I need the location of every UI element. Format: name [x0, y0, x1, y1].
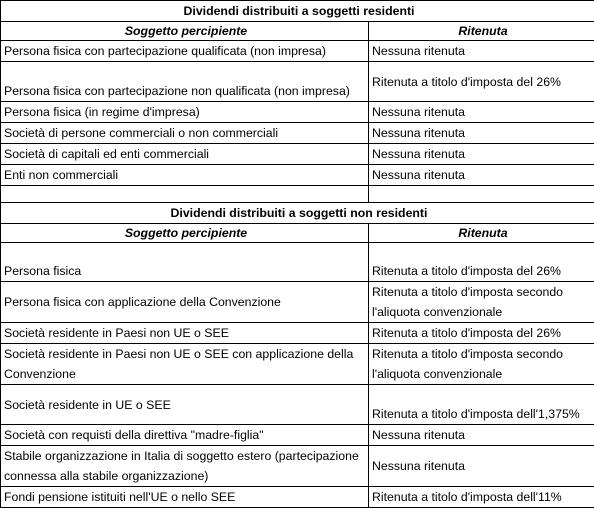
- non-residents-title-row: [1, 203, 594, 224]
- residents-cell-subject[interactable]: Enti non commerciali: [1, 165, 369, 186]
- non-residents-cell-subject[interactable]: Persona fisica con applicazione della Convenzione: [1, 282, 369, 323]
- table-row: [1, 323, 594, 344]
- non-residents-cell-subject[interactable]: Società residente in UE o SEE: [1, 385, 369, 425]
- residents-cell-withholding[interactable]: Nessuna ritenuta: [369, 144, 594, 165]
- non-residents-cell-withholding[interactable]: Ritenuta a titolo d'imposta del 26%: [369, 323, 594, 344]
- non-residents-cell-subject[interactable]: Società con requisti della direttiva "madre-figlia": [1, 425, 369, 446]
- non-residents-title[interactable]: Dividendi distribuiti a soggetti non residenti: [1, 203, 594, 224]
- residents-cell-withholding[interactable]: Nessuna ritenuta: [369, 123, 594, 144]
- residents-title-row: [1, 1, 594, 22]
- table-row: [1, 385, 594, 425]
- non-residents-cell-subject[interactable]: Persona fisica: [1, 243, 369, 282]
- table-row: [1, 243, 594, 282]
- non-residents-cell-withholding[interactable]: Nessuna ritenuta: [369, 446, 594, 487]
- residents-cell-withholding[interactable]: Nessuna ritenuta: [369, 102, 594, 123]
- residents-cell-subject[interactable]: Società di persone commerciali o non commerciali: [1, 123, 369, 144]
- table-row: [1, 123, 594, 144]
- non-residents-cell-subject[interactable]: Stabile organizzazione in Italia di soggetto estero (partecipazione connessa alla stabile organizzazione): [1, 446, 369, 487]
- residents-cell-withholding[interactable]: Nessuna ritenuta: [369, 41, 594, 62]
- table-row: [1, 282, 594, 323]
- non-residents-cell-withholding[interactable]: Ritenuta a titolo d'imposta dell'1,375%: [369, 385, 594, 425]
- non-residents-cell-withholding[interactable]: Ritenuta a titolo d'imposta dell'11%: [369, 487, 594, 508]
- empty-cell[interactable]: [369, 186, 594, 203]
- empty-row: [1, 186, 594, 203]
- table-row: [1, 144, 594, 165]
- residents-cell-subject[interactable]: Persona fisica con partecipazione non qualificata (non impresa): [1, 62, 369, 102]
- table-row: [1, 62, 594, 102]
- table-row: [1, 102, 594, 123]
- non-residents-cell-subject[interactable]: Fondi pensione istituiti nell'UE o nello SEE: [1, 487, 369, 508]
- table-row: [1, 487, 594, 508]
- residents-cell-subject[interactable]: Persona fisica con partecipazione qualificata (non impresa): [1, 41, 369, 62]
- non-residents-cell-withholding[interactable]: Ritenuta a titolo d'imposta secondo l'aliquota convenzionale: [369, 344, 594, 385]
- residents-header-subject[interactable]: Soggetto percipiente: [1, 22, 369, 41]
- non-residents-header-subject[interactable]: Soggetto percipiente: [1, 224, 369, 243]
- table-row: [1, 425, 594, 446]
- non-residents-header-withholding[interactable]: Ritenuta: [369, 224, 594, 243]
- non-residents-cell-subject[interactable]: Società residente in Paesi non UE o SEE con applicazione della Convenzione: [1, 344, 369, 385]
- table-row: [1, 41, 594, 62]
- non-residents-cell-withholding[interactable]: Ritenuta a titolo d'imposta secondo l'aliquota convenzionale: [369, 282, 594, 323]
- non-residents-cell-subject[interactable]: Società residente in Paesi non UE o SEE: [1, 323, 369, 344]
- residents-header-withholding[interactable]: Ritenuta: [369, 22, 594, 41]
- residents-cell-withholding[interactable]: Ritenuta a titolo d'imposta del 26%: [369, 62, 594, 102]
- empty-cell[interactable]: [1, 186, 369, 203]
- residents-cell-withholding[interactable]: Nessuna ritenuta: [369, 165, 594, 186]
- residents-cell-subject[interactable]: Società di capitali ed enti commerciali: [1, 144, 369, 165]
- residents-title[interactable]: Dividendi distribuiti a soggetti residenti: [1, 1, 594, 22]
- non-residents-header-row: [1, 224, 594, 243]
- non-residents-cell-withholding[interactable]: Ritenuta a titolo d'imposta del 26%: [369, 243, 594, 282]
- table-row: [1, 446, 594, 487]
- table-row: [1, 165, 594, 186]
- table-row: [1, 344, 594, 385]
- residents-cell-subject[interactable]: Persona fisica (in regime d'impresa): [1, 102, 369, 123]
- non-residents-cell-withholding[interactable]: Nessuna ritenuta: [369, 425, 594, 446]
- residents-header-row: [1, 22, 594, 41]
